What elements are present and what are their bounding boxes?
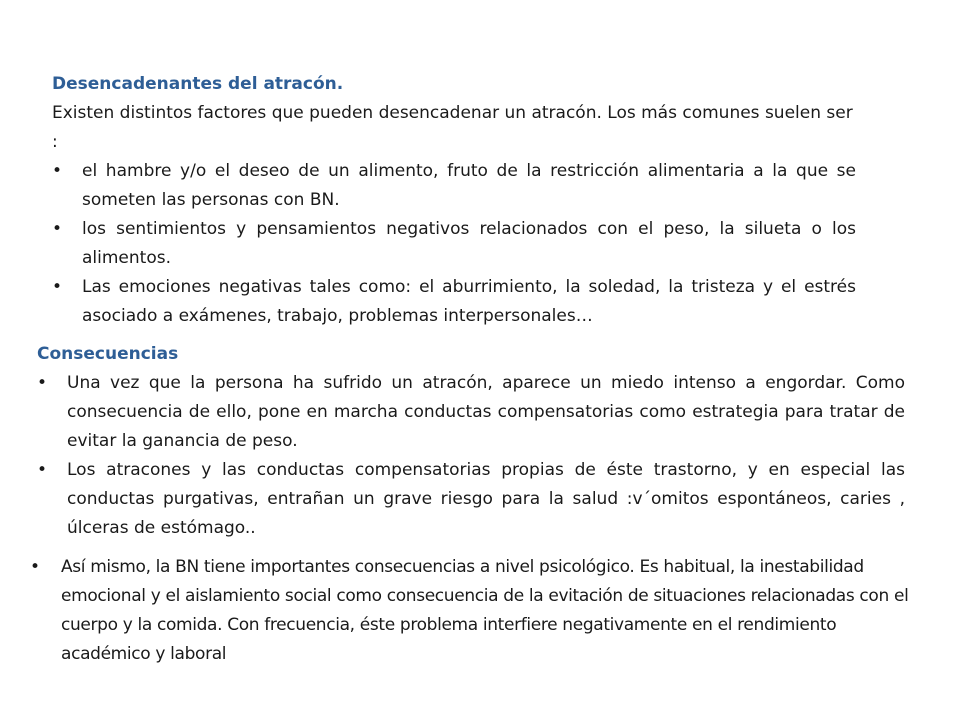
bullet-icon: • (52, 161, 63, 181)
triggers-list (52, 157, 856, 331)
list-item-text: Los atracones y las conductas compensatorias propias de éste trastorno, y en especial las conductas purgativas, entrañan un grave riesgo para la salud :v´omitos espontáneos, caries , úlceras de estómago.. (67, 460, 905, 538)
list-item (52, 215, 856, 273)
consequences-heading: Consecuencias (37, 344, 179, 364)
bullet-icon: • (52, 277, 63, 297)
list-item-text: Las emociones negativas tales como: el aburrimiento, la soledad, la tristeza y el estrés asociado a exámenes, trabajo, problemas interpersonales… (82, 277, 856, 326)
list-item (52, 273, 856, 331)
list-item (30, 553, 910, 669)
list-item-text: Así mismo, la BN tiene importantes consecuencias a nivel psicológico. Es habitual, la inestabilidad emocional y el aislamiento social como consecuencia de la evitación de situaciones relacionadas con el cuerpo y la comida. Con frecuencia, éste problema interfiere negativamente en el rendimiento académico y laboral (61, 557, 909, 664)
triggers-section (52, 70, 856, 331)
bullet-icon: • (52, 219, 63, 239)
triggers-heading: Desencadenantes del atracón. (52, 74, 344, 94)
bullet-icon: • (30, 557, 40, 577)
list-item-text: el hambre y/o el deseo de un alimento, fruto de la restricción alimentaria a la que se someten las personas con BN. (82, 161, 856, 210)
list-item-text: Una vez que la persona ha sufrido un atracón, aparece un miedo intenso a engordar. Como consecuencia de ello, pone en marcha conductas compensatorias como estrategia para tratar de evitar la ganancia de peso. (67, 373, 905, 451)
bullet-icon: • (37, 373, 48, 393)
psychological-section (30, 553, 910, 669)
list-item (37, 369, 905, 456)
triggers-intro: Existen distintos factores que pueden desencadenar un atracón. Los más comunes suelen ser : (52, 103, 853, 152)
psychological-list (30, 553, 910, 669)
list-item-text: los sentimientos y pensamientos negativos relacionados con el peso, la silueta o los alimentos. (82, 219, 856, 268)
list-item (52, 157, 856, 215)
bullet-icon: • (37, 460, 48, 480)
list-item (37, 456, 905, 543)
consequences-section (37, 340, 905, 543)
consequences-list (37, 369, 905, 543)
